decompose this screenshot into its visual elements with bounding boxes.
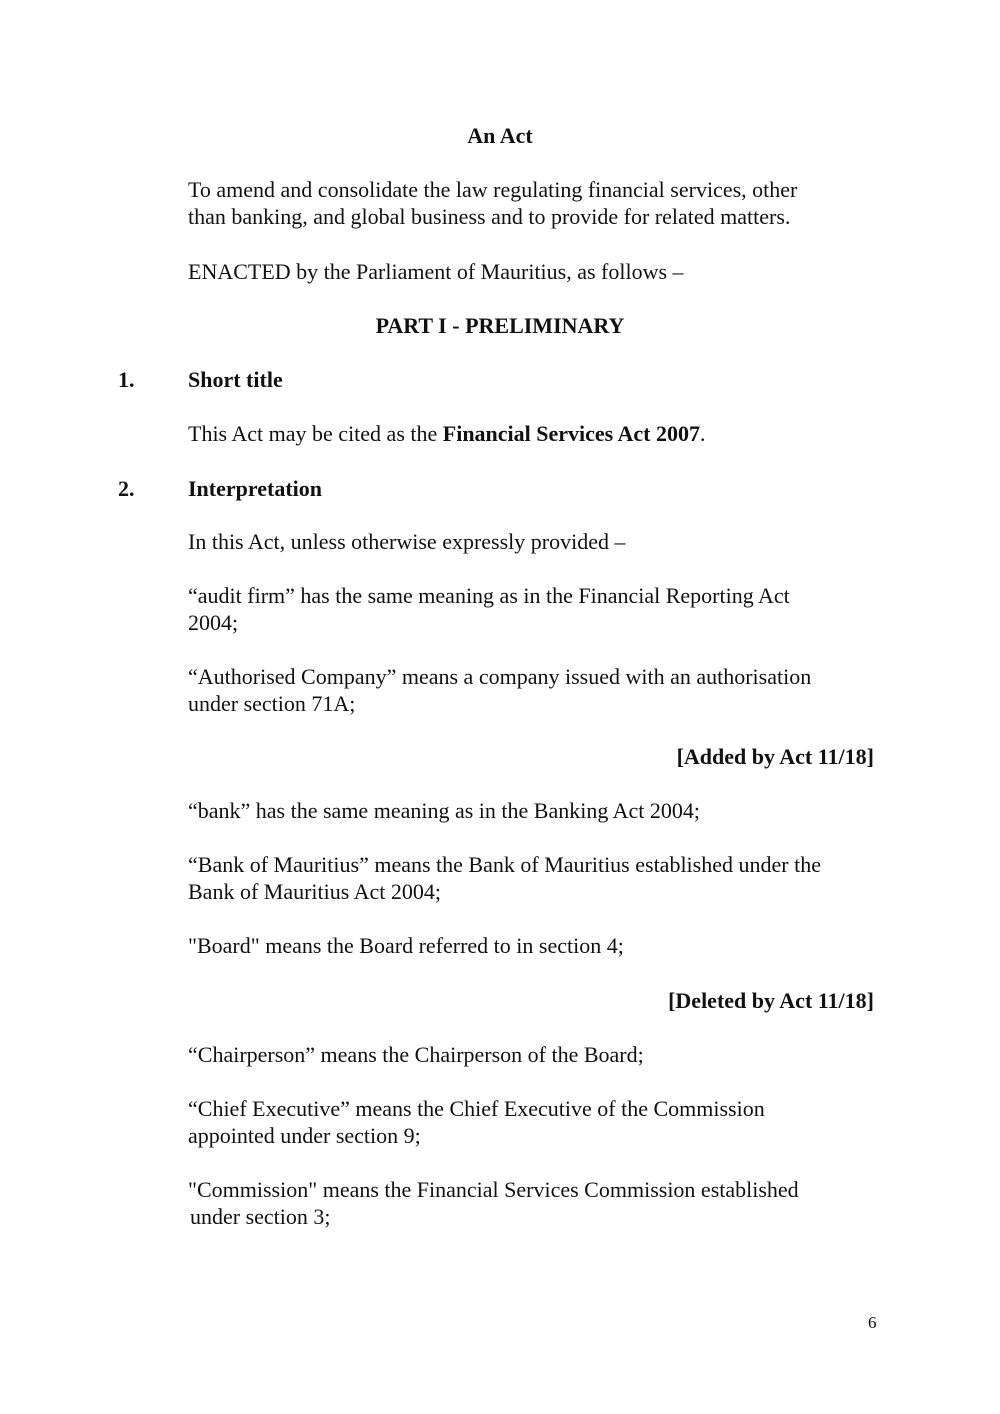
section-heading: Short title: [188, 367, 283, 392]
definition-line: “Chief Executive” means the Chief Executive of the Commission: [188, 1096, 765, 1121]
definition-line: “audit firm” has the same meaning as in the Financial Reporting Act: [188, 583, 790, 608]
section-intro: In this Act, unless otherwise expressly provided –: [188, 529, 626, 554]
section-text: [188, 420, 706, 447]
definition-line: "Commission" means the Financial Services Commission established: [188, 1177, 799, 1202]
section-text-plain: This Act may be cited as the: [188, 421, 443, 446]
act-name: Financial Services Act 2007: [442, 421, 701, 446]
enacting-clause: ENACTED by the Parliament of Mauritius, as follows –: [188, 259, 684, 284]
amendment-note: [Deleted by Act 11/18]: [668, 988, 874, 1013]
definition-line: appointed under section 9;: [188, 1123, 421, 1148]
section-number: 1.: [118, 367, 135, 392]
definition-line: "Board" means the Board referred to in section 4;: [188, 933, 624, 958]
section-heading: Interpretation: [188, 476, 323, 501]
definition-line: 2004;: [188, 610, 239, 635]
amendment-note: [Added by Act 11/18]: [676, 744, 874, 769]
long-title-line-1: To amend and consolidate the law regulating financial services, other: [188, 177, 798, 202]
definition-line: under section 3;: [190, 1204, 331, 1229]
definition-line: “bank” has the same meaning as in the Banking Act 2004;: [188, 798, 700, 823]
section-number: 2.: [118, 476, 135, 501]
section-text-end: .: [700, 421, 706, 446]
part-heading: PART I - PRELIMINARY: [375, 313, 625, 338]
definition-line: under section 71A;: [188, 691, 356, 716]
definition-line: Bank of Mauritius Act 2004;: [188, 879, 441, 904]
definition-line: “Bank of Mauritius” means the Bank of Mauritius established under the: [188, 852, 821, 877]
definition-line: “Authorised Company” means a company issued with an authorisation: [188, 664, 812, 689]
act-title: An Act: [467, 123, 533, 148]
page-number: 6: [868, 1313, 877, 1332]
long-title-line-2: than banking, and global business and to provide for related matters.: [188, 204, 791, 229]
definition-line: “Chairperson” means the Chairperson of the Board;: [188, 1042, 644, 1067]
